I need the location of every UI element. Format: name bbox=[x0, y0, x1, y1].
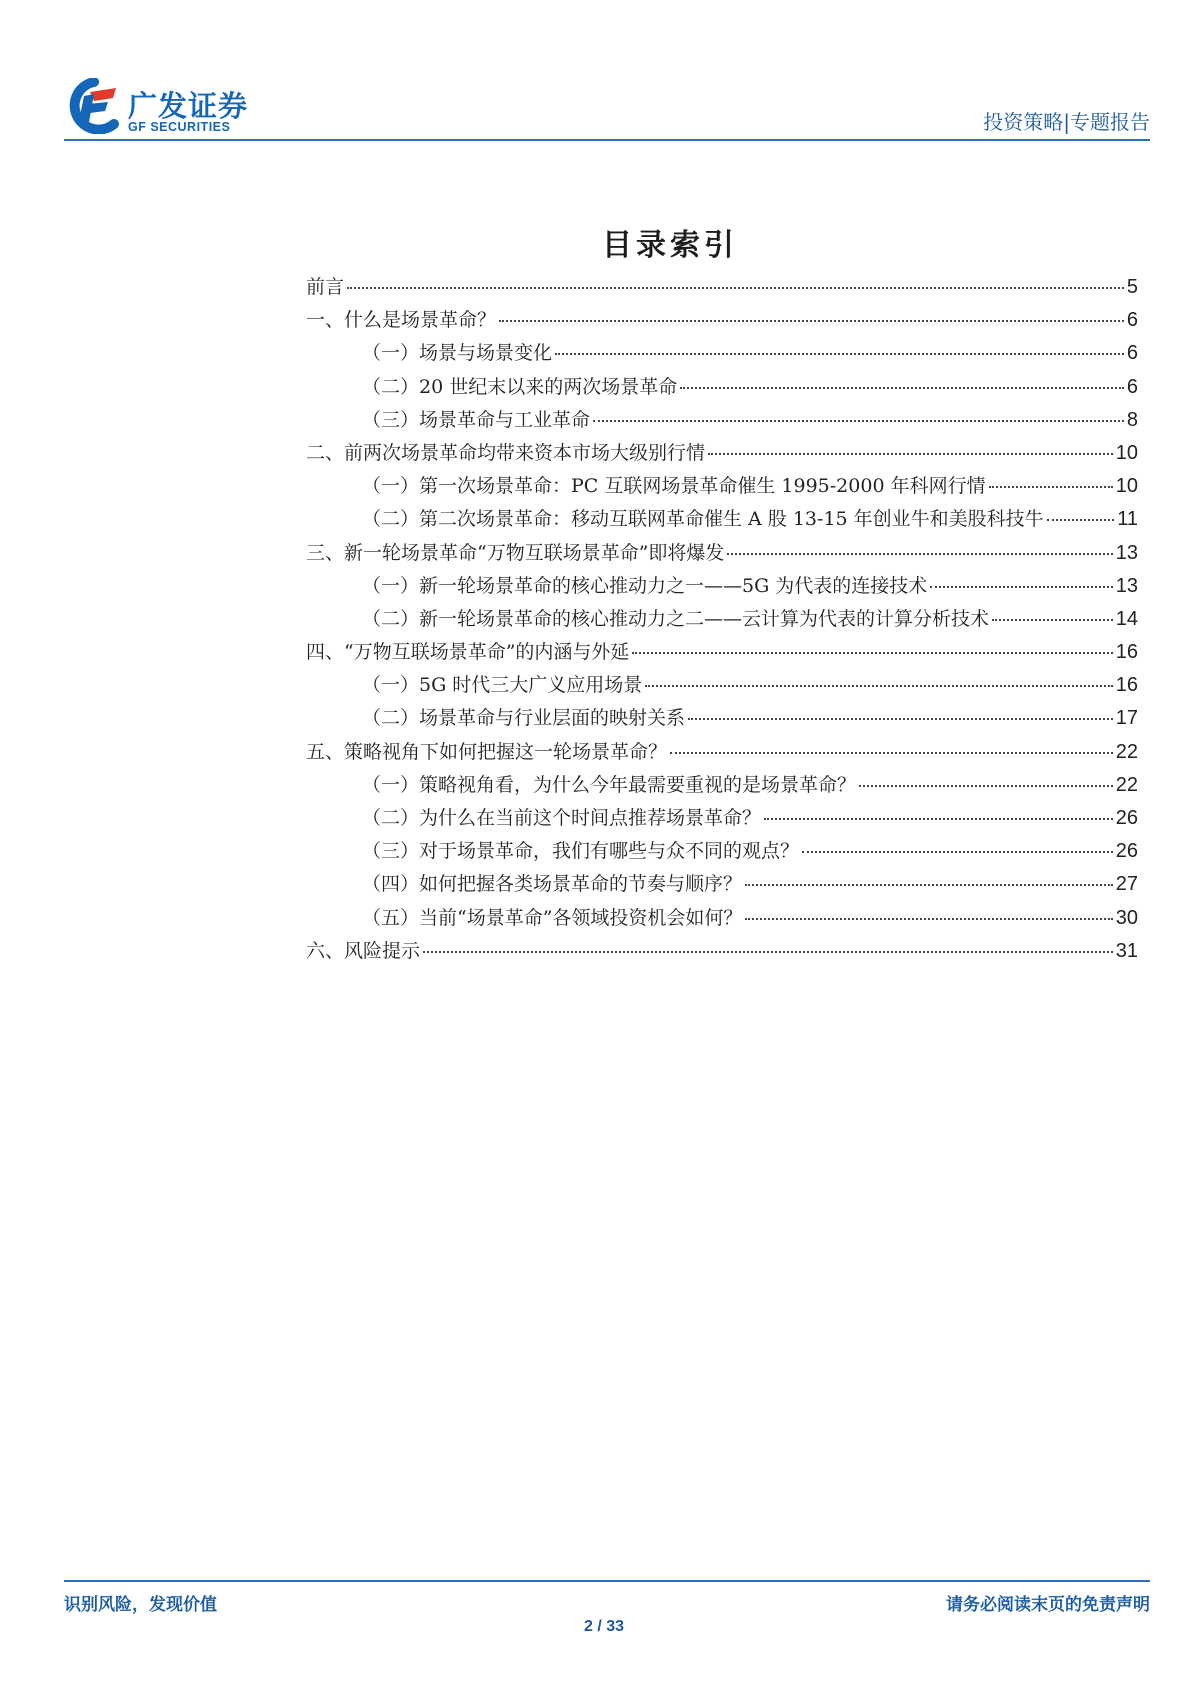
toc-entry[interactable] bbox=[306, 637, 1138, 670]
toc-entry[interactable] bbox=[306, 770, 1138, 803]
toc-entry[interactable] bbox=[306, 604, 1138, 637]
toc-leader-dots bbox=[593, 420, 1124, 422]
toc-entry-page: 14 bbox=[1115, 607, 1138, 630]
toc-entry-label: （二）第二次场景革命：移动互联网革命催生 A 股 13-15 年创业牛和美股科技牛 bbox=[362, 508, 1044, 531]
footer-slogan: 识别风险，发现价值 bbox=[64, 1595, 217, 1615]
toc-entry-label: （一）新一轮场景革命的核心推动力之一——5G 为代表的连接技术 bbox=[362, 574, 928, 597]
toc-entry[interactable] bbox=[306, 836, 1138, 869]
toc-leader-dots bbox=[423, 951, 1113, 953]
toc-leader-dots bbox=[688, 718, 1113, 720]
footer-divider bbox=[64, 1580, 1150, 1582]
toc-entry-label: 二、前两次场景革命均带来资本市场大级别行情 bbox=[306, 441, 706, 464]
toc-leader-dots bbox=[555, 353, 1124, 355]
toc-entry-label: （二）20 世纪末以来的两次场景革命 bbox=[362, 375, 678, 398]
toc-entry[interactable] bbox=[306, 405, 1138, 438]
toc-entry-page: 6 bbox=[1126, 309, 1138, 332]
toc-entry-label: （二）场景革命与行业层面的映射关系 bbox=[362, 707, 686, 730]
toc-leader-dots bbox=[632, 652, 1112, 654]
toc-entry[interactable] bbox=[306, 504, 1138, 537]
toc-entry[interactable] bbox=[306, 571, 1138, 604]
toc-leader-dots bbox=[1047, 519, 1115, 521]
toc-entry-page: 6 bbox=[1126, 342, 1138, 365]
toc-entry-page: 5 bbox=[1126, 276, 1138, 298]
toc-entry-label: （四）如何把握各类场景革命的节奏与顺序？ bbox=[362, 873, 743, 896]
toc-entry-label: （二）新一轮场景革命的核心推动力之二——云计算为代表的计算分析技术 bbox=[362, 607, 990, 630]
toc-entry-label: （五）当前“场景革命”各领域投资机会如何？ bbox=[362, 906, 743, 929]
header-divider bbox=[64, 139, 1150, 141]
toc-entry[interactable] bbox=[306, 737, 1138, 770]
toc-leader-dots bbox=[680, 387, 1124, 389]
toc-entry[interactable] bbox=[306, 869, 1138, 902]
toc-entry-label: （一）策略视角看，为什么今年最需要重视的是场景革命？ bbox=[362, 773, 857, 796]
toc-entry[interactable] bbox=[306, 803, 1138, 836]
toc-entry[interactable] bbox=[306, 538, 1138, 571]
toc-entry[interactable] bbox=[306, 471, 1138, 504]
toc-entry[interactable] bbox=[306, 338, 1138, 371]
toc-leader-dots bbox=[727, 553, 1112, 555]
gf-logo bbox=[64, 78, 264, 140]
toc-entry-page: 31 bbox=[1115, 939, 1138, 962]
toc-entry[interactable] bbox=[306, 438, 1138, 471]
toc-entry-page: 17 bbox=[1115, 707, 1138, 730]
logo-en-text: GF SECURITIES bbox=[128, 120, 231, 134]
toc-entry-label: （一）第一次场景革命：PC 互联网场景革命催生 1995-2000 年科网行情 bbox=[362, 475, 986, 498]
toc-entry-page: 6 bbox=[1126, 375, 1138, 398]
toc-entry-page: 30 bbox=[1115, 906, 1138, 929]
toc-entry-page: 22 bbox=[1115, 740, 1138, 763]
toc-entry-label: 六、风险提示 bbox=[306, 939, 421, 962]
toc-entry-label: （三）场景革命与工业革命 bbox=[362, 408, 591, 431]
toc-entry-label: （三）对于场景革命，我们有哪些与众不同的观点？ bbox=[362, 840, 800, 863]
toc-leader-dots bbox=[989, 486, 1113, 488]
toc-entry-label: 四、“万物互联场景革命”的内涵与外延 bbox=[306, 641, 630, 664]
toc-entry-label: 前言 bbox=[306, 276, 345, 298]
toc-entry-label: （二）为什么在当前这个时间点推荐场景革命？ bbox=[362, 807, 762, 829]
toc-entry-page: 13 bbox=[1115, 541, 1138, 564]
toc-entry-label: （一）场景与场景变化 bbox=[362, 342, 553, 365]
page-header bbox=[64, 78, 1150, 140]
toc-leader-dots bbox=[347, 287, 1124, 289]
table-of-contents bbox=[306, 272, 1138, 969]
toc-entry-label: （一）5G 时代三大广义应用场景 bbox=[362, 674, 643, 697]
toc-entry[interactable] bbox=[306, 305, 1138, 338]
toc-entry-label: 一、什么是场景革命？ bbox=[306, 309, 497, 332]
toc-leader-dots bbox=[645, 685, 1112, 687]
toc-entry-page: 11 bbox=[1117, 508, 1138, 531]
toc-leader-dots bbox=[859, 785, 1113, 787]
toc-entry-label: 三、新一轮场景革命“万物互联场景革命”即将爆发 bbox=[306, 541, 725, 564]
toc-entry-page: 22 bbox=[1115, 773, 1138, 796]
toc-entry[interactable] bbox=[306, 903, 1138, 936]
toc-entry-page: 10 bbox=[1115, 441, 1138, 464]
report-type: 投资策略|专题报告 bbox=[983, 110, 1150, 134]
toc-entry[interactable] bbox=[306, 372, 1138, 405]
toc-entry-page: 27 bbox=[1115, 873, 1138, 896]
toc-entry[interactable] bbox=[306, 936, 1138, 969]
toc-leader-dots bbox=[745, 918, 1112, 920]
toc-entry[interactable] bbox=[306, 703, 1138, 736]
toc-entry-page: 10 bbox=[1115, 475, 1138, 498]
toc-entry-page: 26 bbox=[1115, 840, 1138, 863]
toc-entry-page: 26 bbox=[1115, 807, 1138, 829]
toc-leader-dots bbox=[670, 752, 1113, 754]
footer-disclaimer: 请务必阅读末页的免责声明 bbox=[946, 1595, 1150, 1615]
toc-leader-dots bbox=[499, 320, 1124, 322]
toc-leader-dots bbox=[992, 619, 1113, 621]
toc-entry-label: 五、策略视角下如何把握这一轮场景革命？ bbox=[306, 740, 668, 763]
gf-logo-icon bbox=[64, 78, 124, 134]
toc-entry-page: 8 bbox=[1126, 408, 1138, 431]
logo-cn-text: 广发证券 bbox=[128, 89, 249, 123]
toc-entry-page: 16 bbox=[1115, 641, 1138, 664]
toc-leader-dots bbox=[708, 453, 1113, 455]
page-number: 2 / 33 bbox=[583, 1618, 625, 1635]
toc-entry[interactable] bbox=[306, 272, 1138, 305]
toc-leader-dots bbox=[930, 586, 1112, 588]
toc-leader-dots bbox=[745, 884, 1113, 886]
page-title: 目录索引 bbox=[602, 228, 738, 263]
toc-leader-dots bbox=[764, 818, 1113, 820]
toc-entry-page: 16 bbox=[1115, 674, 1138, 697]
toc-entry-page: 13 bbox=[1115, 574, 1138, 597]
toc-leader-dots bbox=[802, 851, 1113, 853]
toc-entry[interactable] bbox=[306, 670, 1138, 703]
